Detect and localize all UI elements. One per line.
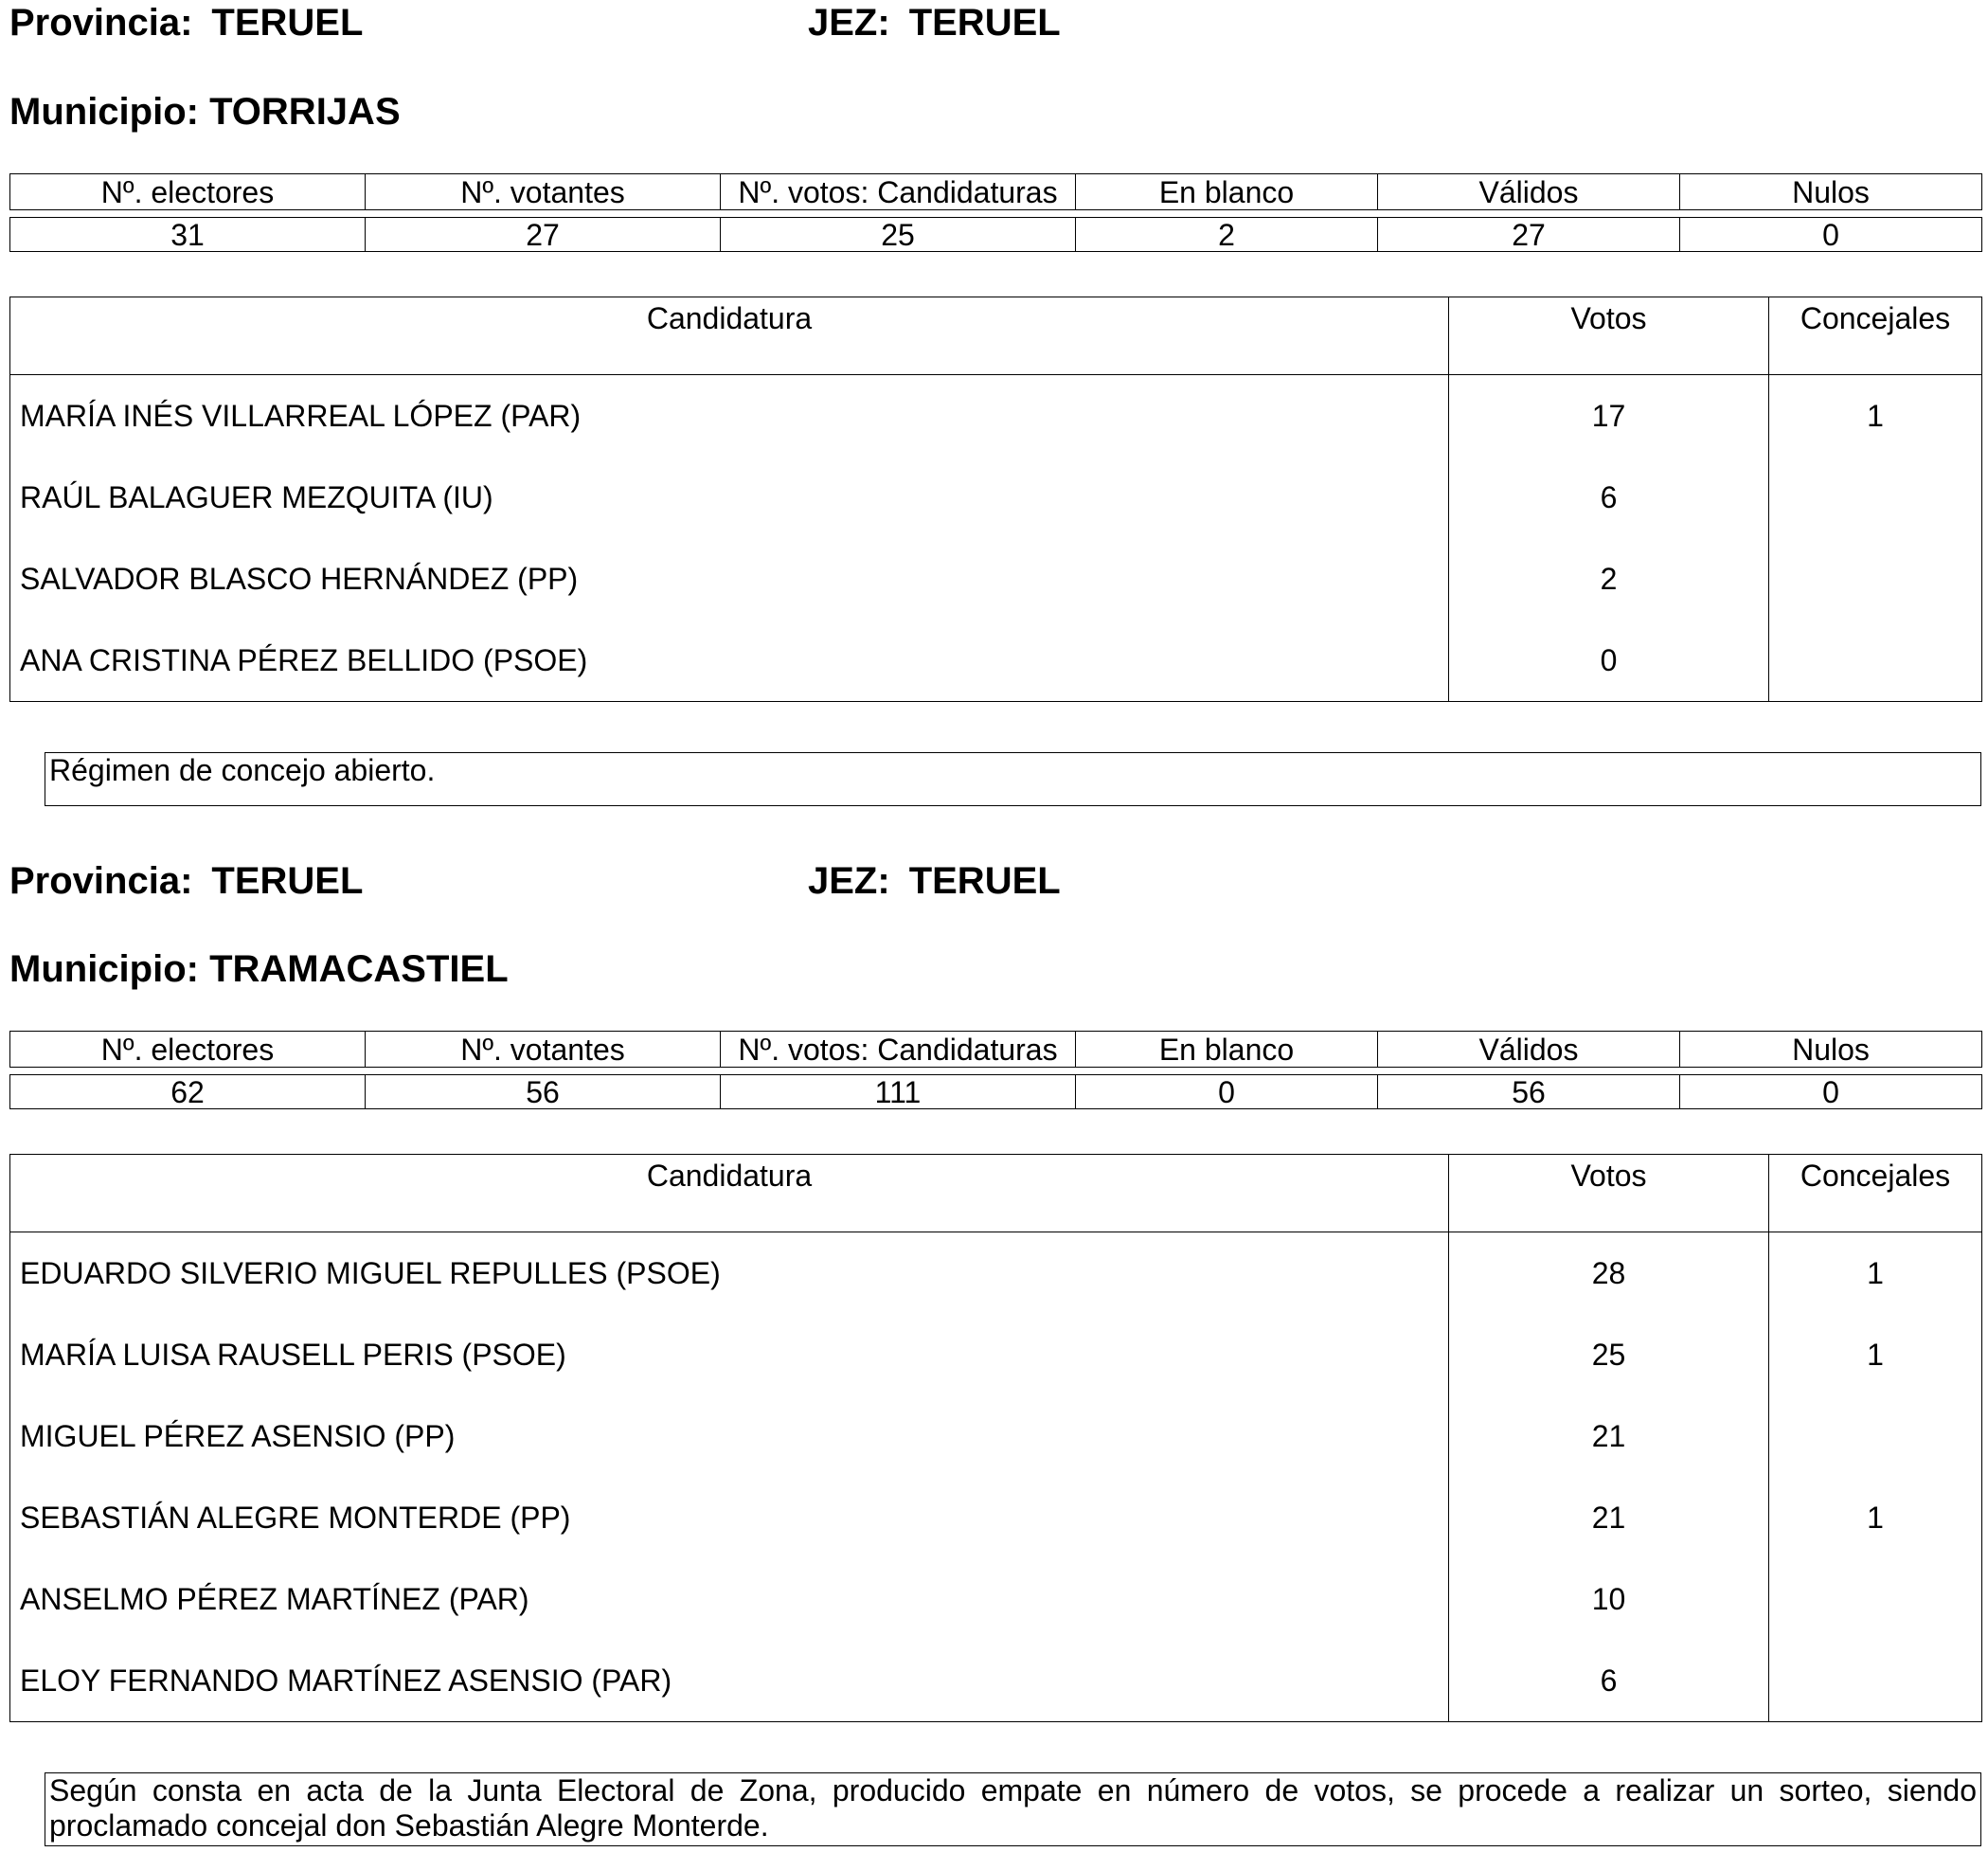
stats-spacer	[10, 210, 1982, 218]
jez-heading	[808, 858, 1061, 904]
jez-value: TERUEL	[908, 860, 1061, 902]
candidate-concejales	[1769, 1558, 1982, 1640]
candidatura-header: Candidatura	[10, 297, 1449, 375]
note-box	[45, 752, 1981, 806]
candidate-concejales: 1	[1769, 1477, 1982, 1558]
stats-spacer	[10, 1068, 1982, 1075]
stats-value-cell: 111	[721, 1075, 1076, 1109]
stats-header-cell: En blanco	[1076, 1032, 1378, 1068]
stats-value-cell: 27	[366, 218, 721, 252]
candidates-header-row	[10, 297, 1982, 375]
jez-label: JEZ:	[808, 860, 890, 902]
candidate-row	[10, 375, 1982, 458]
candidates-header-row	[10, 1155, 1982, 1232]
note-text: Régimen de concejo abierto.	[49, 753, 436, 787]
candidate-name: MIGUEL PÉREZ ASENSIO (PP)	[10, 1395, 1449, 1477]
municipio-heading	[9, 946, 509, 992]
candidate-votes: 28	[1449, 1232, 1769, 1315]
candidate-votes: 6	[1449, 457, 1769, 538]
concejales-header: Concejales	[1769, 1155, 1982, 1232]
candidate-name: SALVADOR BLASCO HERNÁNDEZ (PP)	[10, 538, 1449, 620]
provincia-heading	[9, 0, 363, 45]
stats-table	[9, 173, 1982, 252]
candidate-votes: 0	[1449, 620, 1769, 702]
candidate-row	[10, 1558, 1982, 1640]
candidate-votes: 2	[1449, 538, 1769, 620]
stats-value-row	[10, 218, 1982, 252]
stats-header-cell: Nº. votos: Candidaturas	[721, 174, 1076, 210]
stats-value-cell: 25	[721, 218, 1076, 252]
candidate-row	[10, 620, 1982, 702]
candidate-concejales	[1769, 1395, 1982, 1477]
votos-header: Votos	[1449, 1155, 1769, 1232]
candidate-votes: 10	[1449, 1558, 1769, 1640]
stats-value-cell: 56	[366, 1075, 721, 1109]
provincia-label: Provincia:	[9, 860, 193, 902]
candidate-name: ANSELMO PÉREZ MARTÍNEZ (PAR)	[10, 1558, 1449, 1640]
candidate-name: MARÍA INÉS VILLARREAL LÓPEZ (PAR)	[10, 375, 1449, 458]
note-box	[45, 1772, 1981, 1846]
candidate-name: EDUARDO SILVERIO MIGUEL REPULLES (PSOE)	[10, 1232, 1449, 1315]
stats-table	[9, 1031, 1982, 1109]
candidate-concejales	[1769, 620, 1982, 702]
candidates-table	[9, 297, 1982, 702]
stats-header-cell: Nº. electores	[10, 174, 366, 210]
municipio-label: Municipio:	[9, 948, 199, 990]
candidate-votes: 25	[1449, 1314, 1769, 1395]
stats-header-cell: Válidos	[1378, 1032, 1680, 1068]
stats-header-cell: Nº. electores	[10, 1032, 366, 1068]
stats-value-cell: 2	[1076, 218, 1378, 252]
stats-header-cell: En blanco	[1076, 174, 1378, 210]
candidate-votes: 17	[1449, 375, 1769, 458]
candidate-votes: 21	[1449, 1395, 1769, 1477]
candidate-concejales: 1	[1769, 375, 1982, 458]
votos-header: Votos	[1449, 297, 1769, 375]
provincia-value: TERUEL	[211, 860, 364, 902]
candidate-concejales	[1769, 538, 1982, 620]
candidate-row	[10, 457, 1982, 538]
stats-value-cell: 62	[10, 1075, 366, 1109]
candidate-row	[10, 1477, 1982, 1558]
candidate-row	[10, 538, 1982, 620]
candidate-row	[10, 1314, 1982, 1395]
provincia-label: Provincia:	[9, 2, 193, 44]
stats-header-row	[10, 1032, 1982, 1068]
stats-header-cell: Válidos	[1378, 174, 1680, 210]
provincia-value: TERUEL	[211, 2, 364, 44]
stats-value-cell: 31	[10, 218, 366, 252]
jez-heading	[808, 0, 1061, 45]
candidate-concejales	[1769, 457, 1982, 538]
candidate-row	[10, 1640, 1982, 1722]
candidate-name: RAÚL BALAGUER MEZQUITA (IU)	[10, 457, 1449, 538]
stats-header-cell: Nº. votantes	[366, 174, 721, 210]
municipio-value: TRAMACASTIEL	[209, 948, 509, 990]
candidate-name: ANA CRISTINA PÉREZ BELLIDO (PSOE)	[10, 620, 1449, 702]
candidate-votes: 6	[1449, 1640, 1769, 1722]
stats-header-cell: Nulos	[1680, 174, 1982, 210]
stats-value-cell: 0	[1076, 1075, 1378, 1109]
stats-header-cell: Nulos	[1680, 1032, 1982, 1068]
stats-value-cell: 0	[1680, 1075, 1982, 1109]
candidate-name: ELOY FERNANDO MARTÍNEZ ASENSIO (PAR)	[10, 1640, 1449, 1722]
candidatura-header: Candidatura	[10, 1155, 1449, 1232]
note-text: Según consta en acta de la Junta Electoral de Zona, producido empate en número de votos, se procede a realizar un sorteo, siendo proclamado concejal don Sebastián Alegre Monterde.	[49, 1773, 1977, 1843]
municipio-heading	[9, 89, 401, 135]
stats-header-cell: Nº. votos: Candidaturas	[721, 1032, 1076, 1068]
candidate-row	[10, 1395, 1982, 1477]
jez-value: TERUEL	[908, 2, 1061, 44]
stats-header-cell: Nº. votantes	[366, 1032, 721, 1068]
stats-header-row	[10, 174, 1982, 210]
candidate-votes: 21	[1449, 1477, 1769, 1558]
municipio-label: Municipio:	[9, 91, 199, 133]
candidate-concejales: 1	[1769, 1232, 1982, 1315]
candidate-concejales	[1769, 1640, 1982, 1722]
stats-value-cell: 27	[1378, 218, 1680, 252]
jez-label: JEZ:	[808, 2, 890, 44]
candidate-name: MARÍA LUISA RAUSELL PERIS (PSOE)	[10, 1314, 1449, 1395]
stats-value-cell: 56	[1378, 1075, 1680, 1109]
municipio-value: TORRIJAS	[209, 91, 401, 133]
candidate-concejales: 1	[1769, 1314, 1982, 1395]
candidate-name: SEBASTIÁN ALEGRE MONTERDE (PP)	[10, 1477, 1449, 1558]
concejales-header: Concejales	[1769, 297, 1982, 375]
candidate-row	[10, 1232, 1982, 1315]
provincia-heading	[9, 858, 363, 904]
stats-value-cell: 0	[1680, 218, 1982, 252]
stats-value-row	[10, 1075, 1982, 1109]
candidates-table	[9, 1154, 1982, 1722]
